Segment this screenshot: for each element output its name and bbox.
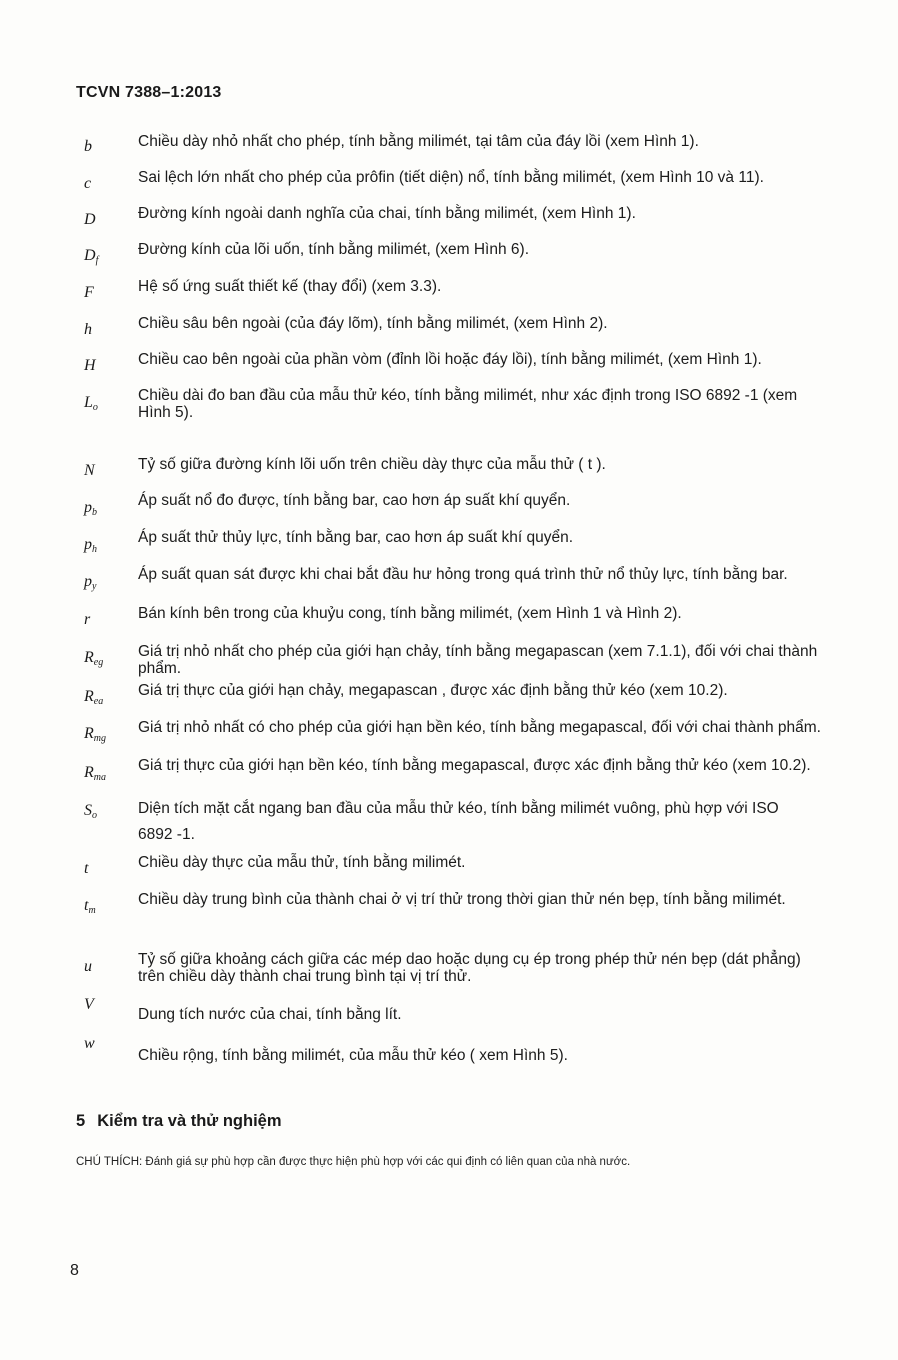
- page-number: 8: [70, 1262, 79, 1279]
- symbol-b: b: [84, 138, 92, 155]
- symbol-w: w: [84, 1035, 95, 1052]
- symbol-Lo: $L_o$: [84, 394, 98, 413]
- definition-w: Chiều rộng, tính bằng milimét, của mẫu thử kéo ( xem Hình 5).: [138, 1047, 568, 1064]
- symbol-D: D: [84, 211, 96, 228]
- symbol-F: F: [84, 284, 94, 301]
- section-number: 5: [76, 1112, 86, 1130]
- symbol-u: u: [84, 958, 92, 975]
- definition-So: Diện tích mặt cắt ngang ban đầu của mẫu thử kéo, tính bằng milimét vuông, phù hợp với ISO 6892 -1.: [138, 800, 779, 843]
- symbol-ph: $p_h$: [84, 536, 97, 555]
- section-heading: [76, 1112, 282, 1131]
- definition-Reg: Giá trị nhỏ nhất cho phép của giới hạn chảy, tính bằng megapascan (xem 7.1.1), đối với chai thành phẩm.: [138, 643, 818, 677]
- definition-b: Chiều dày nhỏ nhất cho phép, tính bằng milimét, tại tâm của đáy lồi (xem Hình 1).: [138, 133, 699, 150]
- symbol-Rmg: $R_{mg}$: [84, 725, 107, 744]
- definition-ph: Áp suất thử thủy lực, tính bằng bar, cao hơn áp suất khí quyển.: [138, 529, 574, 546]
- definition-Df: Đường kính của lõi uốn, tính bằng milimét, (xem Hình 6).: [138, 241, 529, 258]
- symbol-So: $S_o$: [84, 802, 97, 821]
- symbol-py: $p_y$: [84, 573, 97, 592]
- definition-Rea: Giá trị thực của giới hạn chảy, megapascan , được xác định bằng thử kéo (xem 10.2).: [138, 682, 728, 699]
- symbol-pb: $p_b$: [84, 499, 97, 518]
- definition-N: Tỷ số giữa đường kính lõi uốn trên chiều dày thực của mẫu thử ( t ).: [138, 456, 606, 473]
- definition-pb: Áp suất nổ đo được, tính bằng bar, cao hơn áp suất khí quyển.: [138, 492, 571, 509]
- definition-D: Đường kính ngoài danh nghĩa của chai, tính bằng milimét, (xem Hình 1).: [138, 205, 636, 222]
- definition-Rma: Giá trị thực của giới hạn bền kéo, tính bằng megapascal, được xác định bằng thử kéo (xem 10.2).: [138, 757, 811, 774]
- section-title-text: Kiểm tra và thử nghiệm: [97, 1112, 282, 1130]
- definition-tm: Chiều dày trung bình của thành chai ở vị trí thử trong thời gian thử nén bẹp, tính bằng milimét.: [138, 891, 786, 908]
- definition-H: Chiều cao bên ngoài của phần vòm (đỉnh lồi hoặc đáy lồi), tính bằng milimét, (xem Hình 1).: [138, 351, 762, 368]
- definition-F: Hệ số ứng suất thiết kế (thay đổi) (xem 3.3).: [138, 278, 442, 295]
- symbol-tm: $t_m$: [84, 897, 96, 916]
- symbol-Df: $D_f$: [84, 247, 99, 266]
- definition-Lo: Chiều dài đo ban đầu của mẫu thử kéo, tính bằng milimét, như xác định trong ISO 6892 -1 (xem Hình 5).: [138, 387, 798, 421]
- symbol-H: H: [84, 357, 96, 374]
- symbol-r: r: [84, 611, 91, 628]
- symbol-c: c: [84, 175, 92, 192]
- symbol-Rea: $R_{ea}$: [84, 688, 104, 707]
- symbol-Reg: $R_{eg}$: [84, 649, 104, 668]
- definition-c: Sai lệch lớn nhất cho phép của prôfin (tiết diện) nổ, tính bằng milimét, (xem Hình 10 và 11).: [138, 169, 764, 186]
- definition-py: Áp suất quan sát được khi chai bắt đầu hư hỏng trong quá trình thử nổ thủy lực, tính bằng bar.: [138, 566, 788, 583]
- note-text: CHÚ THÍCH: Đánh giá sự phù hợp cần được thực hiện phù hợp với các qui định có liên quan của nhà nước.: [76, 1156, 631, 1168]
- symbol-Rma: $R_{ma}$: [84, 764, 107, 783]
- definition-V: Dung tích nước của chai, tính bằng lít.: [138, 1006, 402, 1023]
- symbol-h: h: [84, 321, 92, 338]
- definition-u: Tỷ số giữa khoảng cách giữa các mép dao hoặc dụng cụ ép trong phép thử nén bẹp (dát phẳng) trên chiều dày thành chai trung bình tại vị trí thử.: [138, 951, 801, 985]
- definition-Rmg: Giá trị nhỏ nhất có cho phép của giới hạn bền kéo, tính bằng megapascal, đối với chai thành phẩm.: [138, 719, 821, 736]
- definition-r: Bán kính bên trong của khuỷu cong, tính bằng milimét, (xem Hình 1 và Hình 2).: [138, 605, 682, 622]
- symbol-t: t: [84, 860, 89, 877]
- symbol-N: N: [84, 462, 95, 479]
- definition-h: Chiều sâu bên ngoài (của đáy lõm), tính bằng milimét, (xem Hình 2).: [138, 315, 608, 332]
- symbol-V: V: [84, 996, 94, 1013]
- definition-t: Chiều dày thực của mẫu thử, tính bằng milimét.: [138, 854, 466, 871]
- standard-code-header: TCVN 7388–1:2013: [76, 84, 222, 101]
